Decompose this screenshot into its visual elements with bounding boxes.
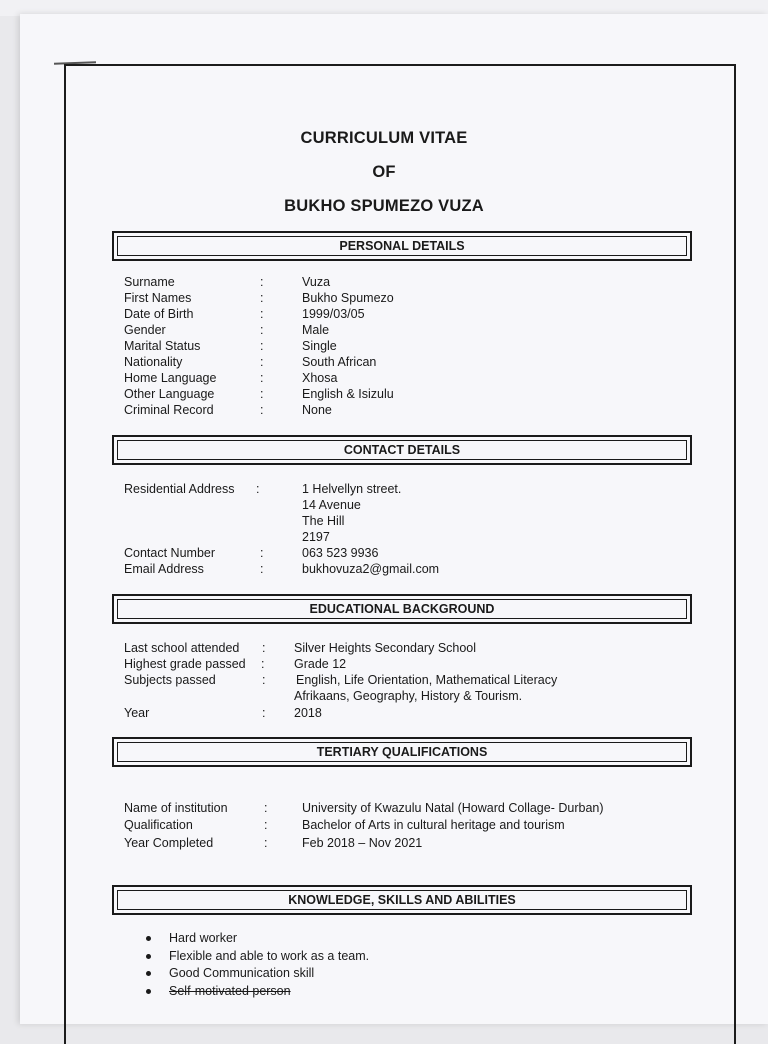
row-colon: : <box>260 371 264 385</box>
row-colon: : <box>264 801 268 815</box>
section-label: KNOWLEDGE, SKILLS AND ABILITIES <box>288 893 516 907</box>
row-value: Vuza <box>302 275 331 289</box>
row-colon: : <box>260 546 264 560</box>
row-label: Marital Status <box>124 339 201 353</box>
row-label: Home Language <box>124 371 217 385</box>
email-address: bukhovuza2@gmail.com <box>302 562 440 576</box>
contact-number: 063 523 9936 <box>302 546 379 560</box>
address-line: 2197 <box>302 530 330 544</box>
row-value: Male <box>302 323 330 337</box>
row-colon: : <box>264 836 268 850</box>
row-value: Feb 2018 – Nov 2021 <box>302 836 423 850</box>
row-label: First Names <box>124 291 192 305</box>
row-label: Surname <box>124 275 175 289</box>
cv-name: BUKHO SPUMEZO VUZA <box>284 197 484 215</box>
row-label: Date of Birth <box>124 307 194 321</box>
row-value: Grade 12 <box>294 657 347 671</box>
row-value: English, Life Orientation, Mathematical Literacy <box>296 673 558 687</box>
section-label: TERTIARY QUALIFICATIONS <box>316 745 488 759</box>
row-colon: : <box>260 291 264 305</box>
row-value: Single <box>302 339 337 353</box>
contact-details-heading <box>112 435 692 465</box>
list-item: Good Communication skill <box>144 965 369 983</box>
row-label: Name of institution <box>124 801 228 815</box>
row-value: 1999/03/05 <box>302 307 365 321</box>
row-label: Contact Number <box>124 546 216 560</box>
row-value: English & Isizulu <box>302 387 394 401</box>
cv-title: CURRICULUM VITAE <box>300 129 468 147</box>
row-label: Email Address <box>124 562 204 576</box>
row-colon: : <box>260 275 264 289</box>
row-label: Highest grade passed <box>124 657 246 671</box>
section-label: PERSONAL DETAILS <box>339 239 465 253</box>
education-heading <box>112 594 692 624</box>
row-label: Subjects passed <box>124 673 216 687</box>
row-value: University of Kwazulu Natal (Howard Collage- Durban) <box>302 801 604 815</box>
skills-heading <box>112 885 692 915</box>
row-label: Qualification <box>124 818 193 832</box>
row-label: Criminal Record <box>124 403 214 417</box>
row-value: South African <box>302 355 377 369</box>
row-colon: : <box>262 641 266 655</box>
row-label: Last school attended <box>124 641 240 655</box>
personal-details-heading <box>112 231 692 261</box>
cv-of: OF <box>372 163 396 181</box>
row-value: Xhosa <box>302 371 338 385</box>
address-line: 1 Helvellyn street. <box>302 482 402 496</box>
row-colon: : <box>262 706 266 720</box>
row-colon: : <box>261 657 265 671</box>
row-colon: : <box>260 387 264 401</box>
row-colon: : <box>260 339 264 353</box>
row-colon: : <box>264 818 268 832</box>
row-colon: : <box>260 403 264 417</box>
section-label: CONTACT DETAILS <box>343 443 461 457</box>
list-item: Self-motivated person <box>144 983 369 1001</box>
row-label: Residential Address <box>124 482 235 496</box>
row-value: Silver Heights Secondary School <box>294 641 477 655</box>
row-label: Nationality <box>124 355 183 369</box>
tertiary-heading <box>112 737 692 767</box>
row-value: Afrikaans, Geography, History & Tourism. <box>294 689 523 703</box>
address-line: The Hill <box>302 514 345 528</box>
row-label: Year <box>124 706 150 720</box>
row-value: None <box>302 403 332 417</box>
row-value: Bukho Spumezo <box>302 291 394 305</box>
row-colon: : <box>260 307 264 321</box>
row-value: 2018 <box>294 706 322 720</box>
row-label: Gender <box>124 323 166 337</box>
row-colon: : <box>256 482 260 496</box>
row-label: Year Completed <box>124 836 214 850</box>
row-colon: : <box>262 673 266 687</box>
row-colon: : <box>260 562 264 576</box>
address-line: 14 Avenue <box>302 498 361 512</box>
list-item: Flexible and able to work as a team. <box>144 948 369 966</box>
row-label: Other Language <box>124 387 215 401</box>
list-item: Hard worker <box>144 930 369 948</box>
row-colon: : <box>260 323 264 337</box>
section-label: EDUCATIONAL BACKGROUND <box>309 602 495 616</box>
row-colon: : <box>260 355 264 369</box>
row-value: Bachelor of Arts in cultural heritage and tourism <box>302 818 565 832</box>
skills-list <box>144 930 369 1000</box>
